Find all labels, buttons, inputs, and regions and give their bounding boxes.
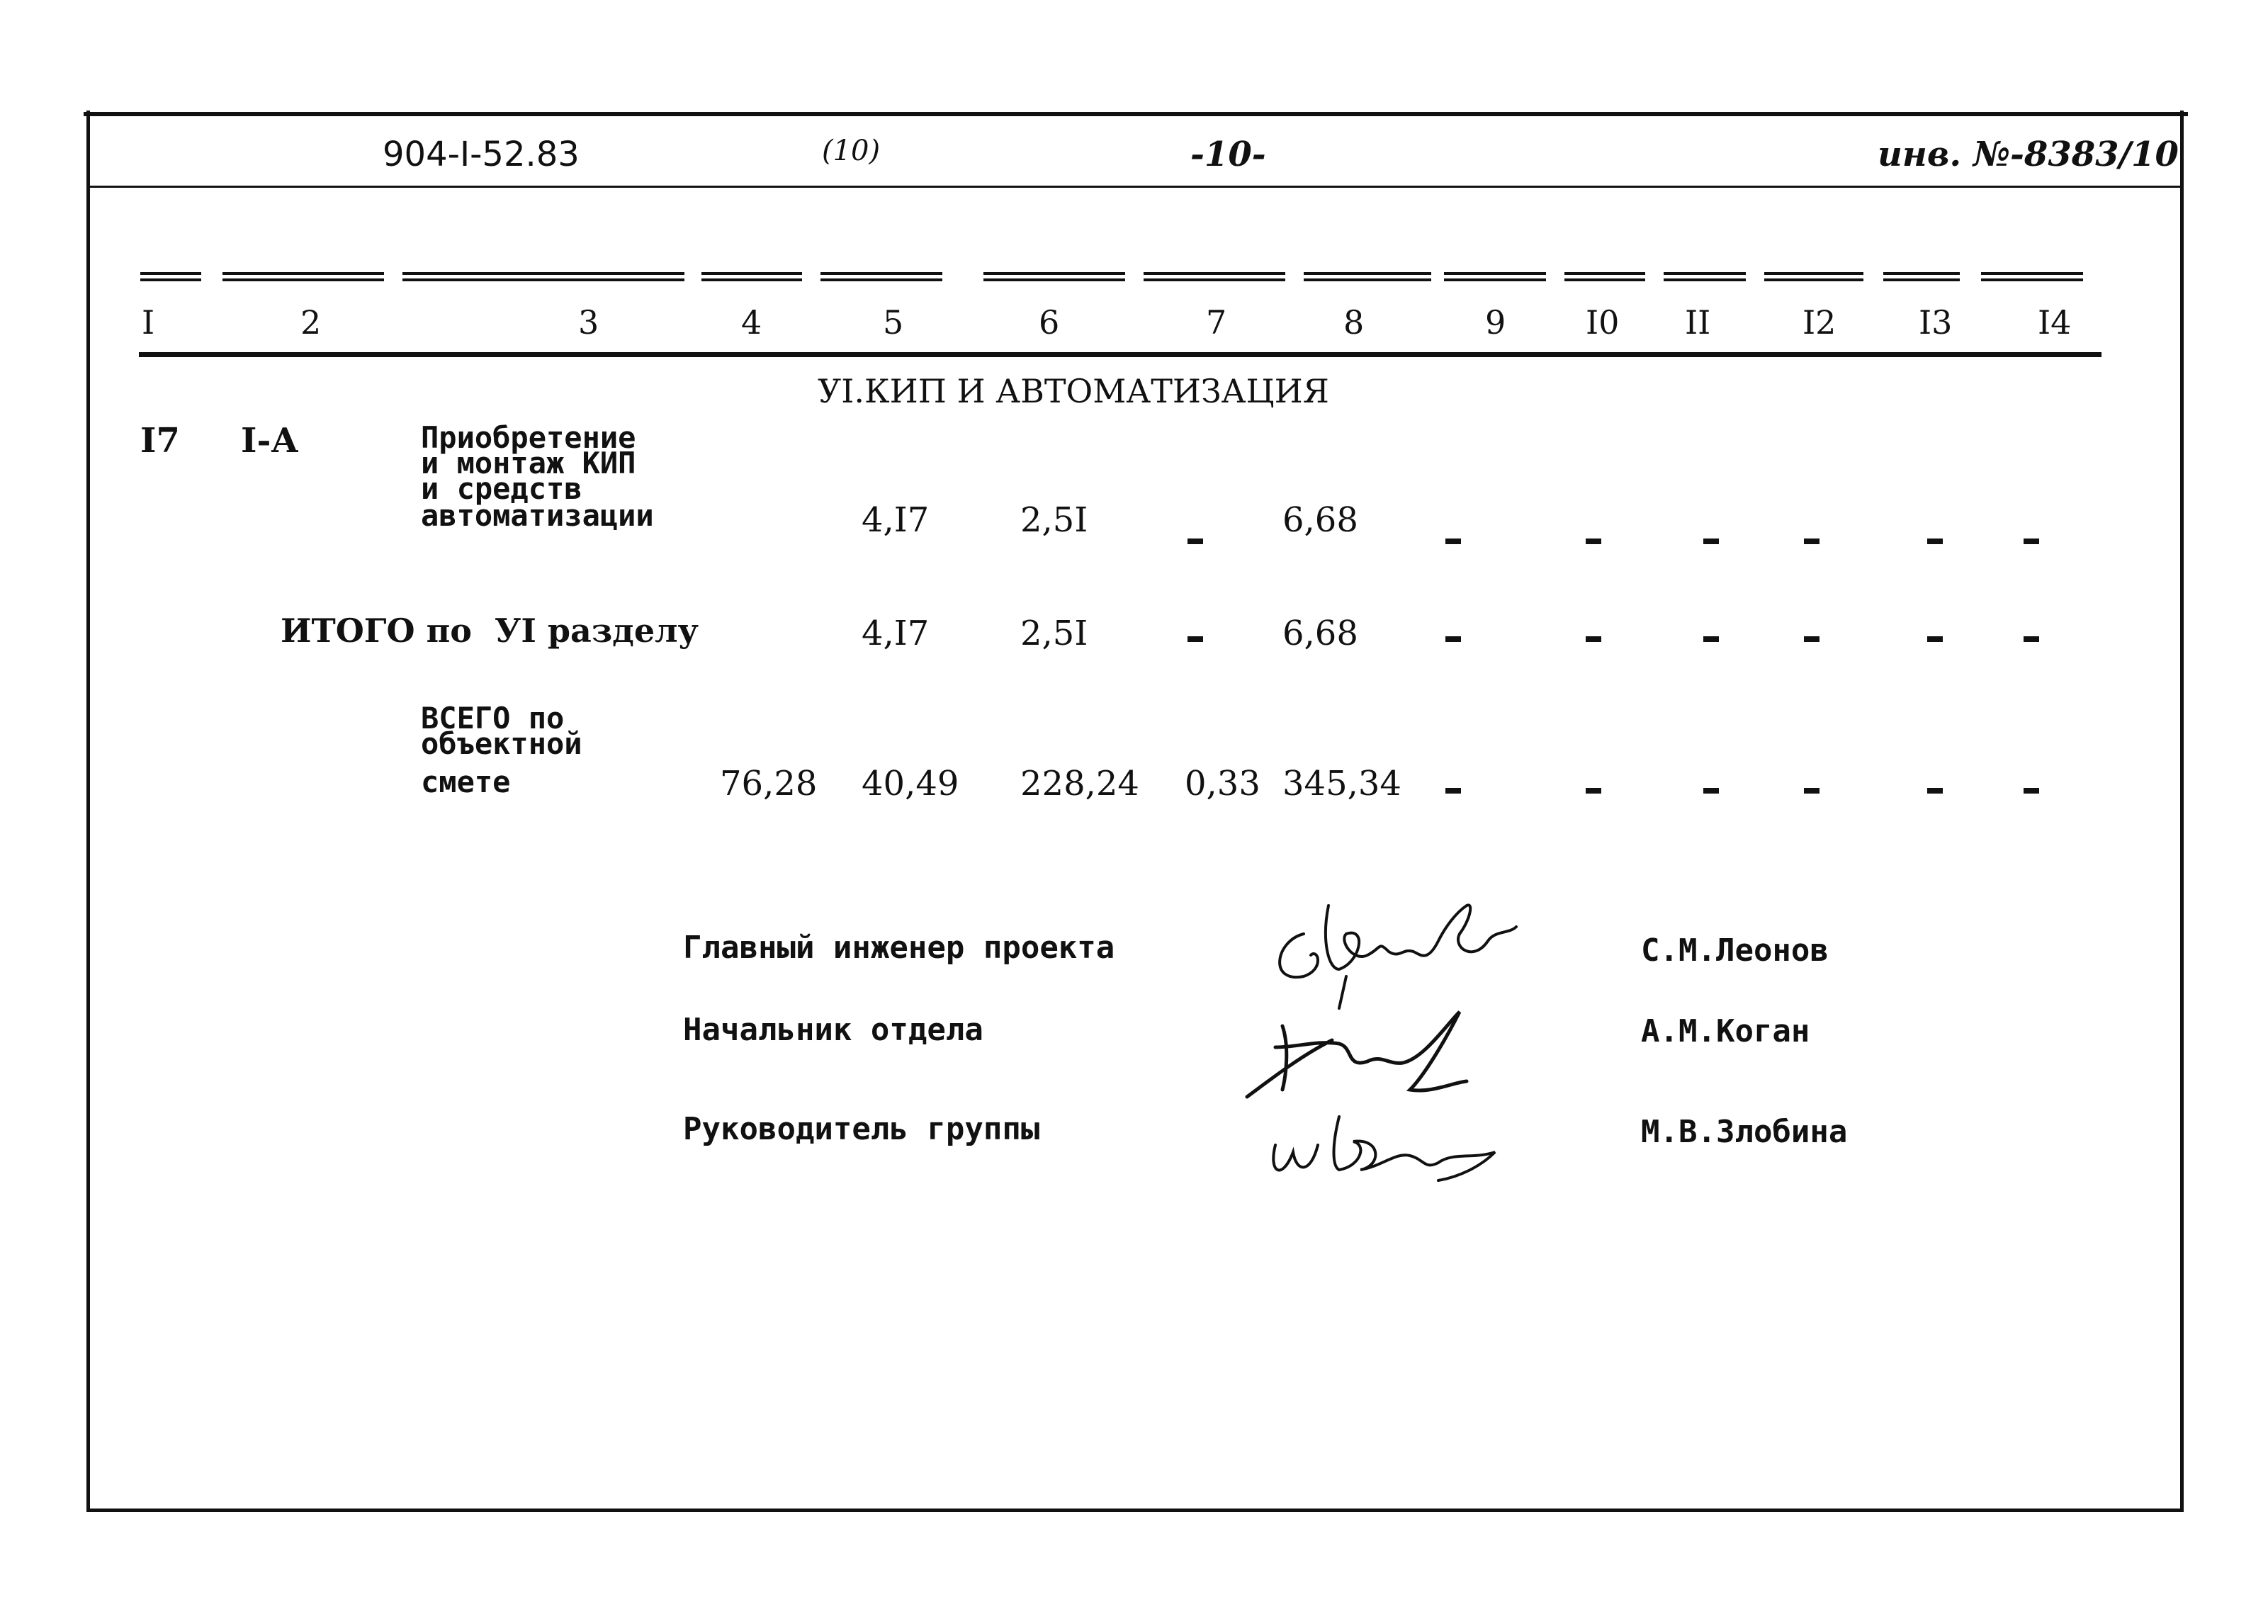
signature-role: Главный инженер проекта (683, 930, 1115, 966)
total-label-line: ВСЕГО по (421, 701, 565, 735)
row-c7-dash (1187, 538, 1203, 544)
subtotal-c11-dash (1703, 636, 1719, 642)
row-number: I7 (140, 421, 180, 461)
col-header-8: 8 (1343, 303, 1365, 342)
page-number: -10- (1190, 135, 1266, 174)
rule-seg (1664, 272, 1746, 281)
handwritten-signature-3 (1261, 1103, 1516, 1188)
total-c9-dash (1445, 788, 1461, 794)
total-c14-dash (2024, 788, 2039, 794)
col-header-9: 9 (1485, 303, 1506, 342)
signature-name: С.М.Леонов (1641, 932, 1829, 969)
section-title: УI.КИП И АВТОМАТИЗАЦИЯ (818, 372, 1329, 410)
col-header-4: 4 (741, 303, 762, 342)
rule-seg (701, 272, 802, 281)
rule-seg (1304, 272, 1431, 281)
rule-seg (1444, 272, 1546, 281)
total-c10-dash (1586, 788, 1601, 794)
signature-name: М.В.Злобина (1641, 1114, 1848, 1150)
col-header-14: I4 (2038, 303, 2072, 342)
total-c12-dash (1804, 788, 1820, 794)
rule-seg (140, 272, 201, 281)
col-header-12: I2 (1802, 303, 1837, 342)
rule-seg (1981, 272, 2083, 281)
row-c11-dash (1703, 538, 1719, 544)
subtotal-c7-dash (1187, 636, 1203, 642)
col-header-2: 2 (300, 303, 322, 342)
inventory-number: инв. №-8383/10 (1878, 135, 2179, 174)
rule-seg (1144, 272, 1285, 281)
subtotal-c9-dash (1445, 636, 1461, 642)
sheet-mark: (10) (822, 135, 881, 167)
handwritten-signature-2 (1233, 998, 1502, 1104)
rule-seg (1564, 272, 1645, 281)
total-c7: 0,33 (1185, 764, 1260, 803)
row-name-line: автоматизации (421, 498, 654, 533)
total-c6: 228,24 (1020, 764, 1139, 803)
total-c13-dash (1927, 788, 1943, 794)
subtotal-label: ИТОГО по УI разделу (281, 611, 699, 650)
rule-seg (402, 272, 684, 281)
row-name-line: Приобретение (421, 420, 636, 455)
subtotal-c13-dash (1927, 636, 1943, 642)
subtotal-c5: 4,I7 (862, 614, 930, 653)
total-c4: 76,28 (720, 764, 818, 803)
col-header-6: 6 (1039, 303, 1060, 342)
row-c12-dash (1804, 538, 1820, 544)
rule-seg (1764, 272, 1863, 281)
row-name-line: и монтаж КИП (421, 446, 636, 480)
subtotal-c6: 2,5I (1020, 614, 1088, 653)
total-c5: 40,49 (862, 764, 959, 803)
handwritten-signature-1 (1261, 884, 1559, 1012)
row-c5: 4,I7 (862, 500, 930, 540)
row-name-line: и средств (421, 471, 582, 506)
col-header-7: 7 (1206, 303, 1227, 342)
col-header-13: I3 (1919, 303, 1953, 342)
rule-seg (820, 272, 942, 281)
subtotal-c8: 6,68 (1282, 614, 1358, 653)
col-header-3: 3 (578, 303, 599, 342)
row-c14-dash (2024, 538, 2039, 544)
header-rule (89, 186, 2184, 188)
total-label-line: смете (421, 765, 511, 799)
rule-seg (1883, 272, 1960, 281)
signature-role: Начальник отдела (683, 1012, 983, 1048)
col-header-11: II (1685, 303, 1711, 342)
col-header-10: I0 (1586, 303, 1620, 342)
doc-code: 904-I-52.83 (383, 135, 580, 174)
row-c6: 2,5I (1020, 500, 1088, 540)
rule-seg (983, 272, 1125, 281)
subtotal-c10-dash (1586, 636, 1601, 642)
col-header-1: I (142, 303, 155, 342)
row-code: I-А (241, 421, 299, 461)
row-c8: 6,68 (1282, 500, 1358, 540)
rule-seg (222, 272, 384, 281)
total-c8: 345,34 (1282, 764, 1401, 803)
row-c9-dash (1445, 538, 1461, 544)
row-c13-dash (1927, 538, 1943, 544)
total-label-line: объектной (421, 726, 582, 761)
column-header-rule (139, 352, 2101, 357)
total-c11-dash (1703, 788, 1719, 794)
row-c10-dash (1586, 538, 1601, 544)
signature-name: А.М.Коган (1641, 1013, 1810, 1049)
document-frame (86, 111, 2184, 1512)
signature-role: Руководитель группы (683, 1111, 1040, 1147)
subtotal-c12-dash (1804, 636, 1820, 642)
col-header-5: 5 (883, 303, 904, 342)
subtotal-c14-dash (2024, 636, 2039, 642)
